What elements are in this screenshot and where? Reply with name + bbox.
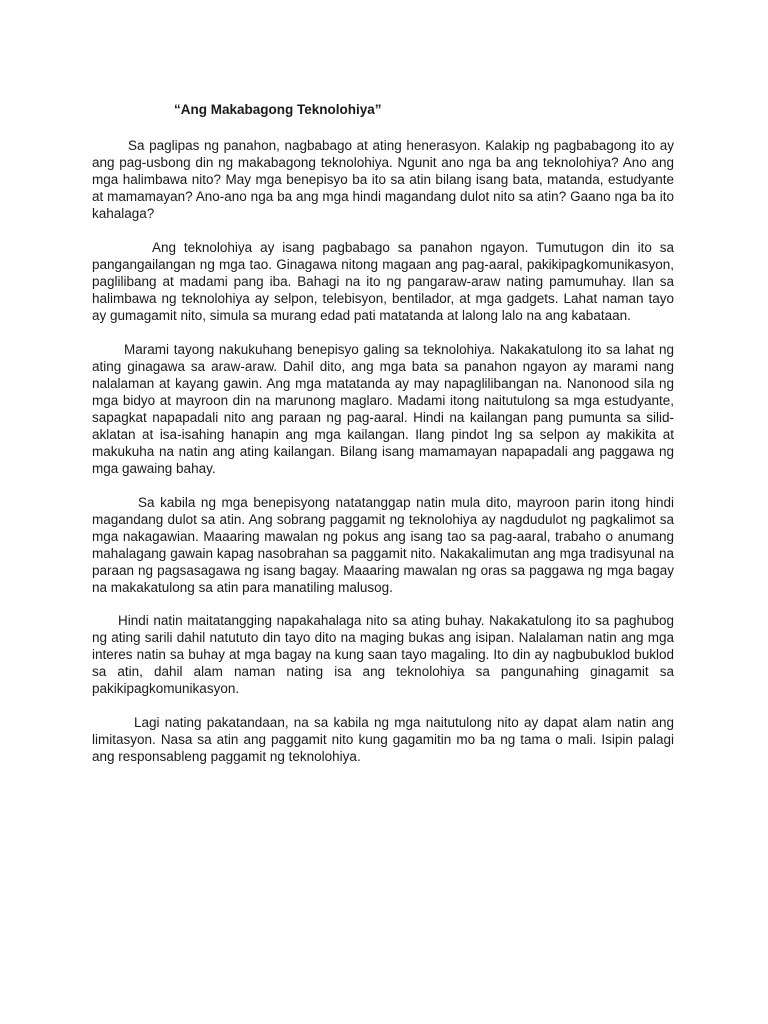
paragraph-introduction: Sa paglipas ng panahon, nagbabago at ating henerasyon. Kalakip ng pagbabagong ito ay ang pag-usbong din ng makabagong teknolohiya. Ngunit ano nga ba ang teknolohiya? Ano ang mga halimbawa nito? May mga benepisyo ba ito sa atin bilang isang bata, matanda, estudyante at mamamayan? Ano-ano nga ba ang mga hindi magandang dulot nito sa atin? Gaano nga ba ito kahalaga? <box>92 138 674 221</box>
paragraph-importance: Hindi natin maitatangging napakahalaga nito sa ating buhay. Nakakatulong ito sa paghubog ng ating sarili dahil natututo din tayo dito na maging bukas ang isipan. Nalalaman natin ang mga interes natin sa buhay at mga bagay na kung saan tayo magaling. Ito din ay nagbubuklod buklod sa atin, dahil alam naman nating isa ang teknolohiya sa pangunahing ginagamit sa pakikipagkomunikasyon. <box>92 613 674 696</box>
document-title: “Ang Makabagong Teknolohiya” <box>174 102 382 117</box>
paragraph-conclusion: Lagi nating pakatandaan, na sa kabila ng mga naitutulong nito ay dapat alam natin ang limitasyon. Nasa sa atin ang paggamit nito kung gagamitin mo ba ng tama o mali. Isipin palagi ang responsableng paggamit ng teknolohiya. <box>92 715 674 764</box>
paragraph-benefits: Marami tayong nakukuhang benepisyo galing sa teknolohiya. Nakakatulong ito sa lahat ng ating ginagawa sa araw-araw. Dahil dito, ang mga bata sa panahon ngayon ay marami nang nalalaman at kayang gawin. Ang mga matatanda ay may napaglilibangan na. Nanonood sila ng mga bidyo at mayroon din na marunong maglaro. Madami itong naitutulong sa mga estudyante, sapagkat napapadali nito ang paraan ng pag-aaral. Hindi na kailangan pang pumunta sa silid-aklatan at isa-isahing hanapin ang mga kailangan. Ilang pindot lng sa selpon ay makikita at makukuha na natin ang ating kailangan. Bilang isang mamamayan napapadali ang paggawa ng mga gawaing bahay. <box>92 342 674 476</box>
paragraph-disadvantages: Sa kabila ng mga benepisyong natatanggap natin mula dito, mayroon parin itong hindi magandang dulot sa atin. Ang sobrang paggamit ng teknolohiya ay nagdudulot ng pagkalimot sa mga nakagawian. Maaaring mawalan ng pokus ang isang tao sa pag-aaral, trabaho o anumang mahalagang gawain kapag nasobrahan sa paggamit nito. Nakakalimutan ang mga tradisyunal na paraan ng pagsasagawa ng isang bagay. Maaaring mawalan ng oras sa paggawa ng mga bagay na makakatulong sa atin para manatiling malusog. <box>92 495 674 595</box>
paragraph-definition: Ang teknolohiya ay isang pagbabago sa panahon ngayon. Tumutugon din ito sa pangangailangan ng mga tao. Ginagawa nitong magaan ang pag-aaral, pakikipagkomunikasyon, paglilibang at madami pang iba. Bahagi na ito ng pangaraw-araw nating pamumuhay. Ilan sa halimbawa ng teknolohiya ay selpon, telebisyon, bentilador, at mga gadgets. Lahat naman tayo ay gumagamit nito, simula sa murang edad pati matatanda at lalong lalo na ang kabataan. <box>92 240 674 323</box>
